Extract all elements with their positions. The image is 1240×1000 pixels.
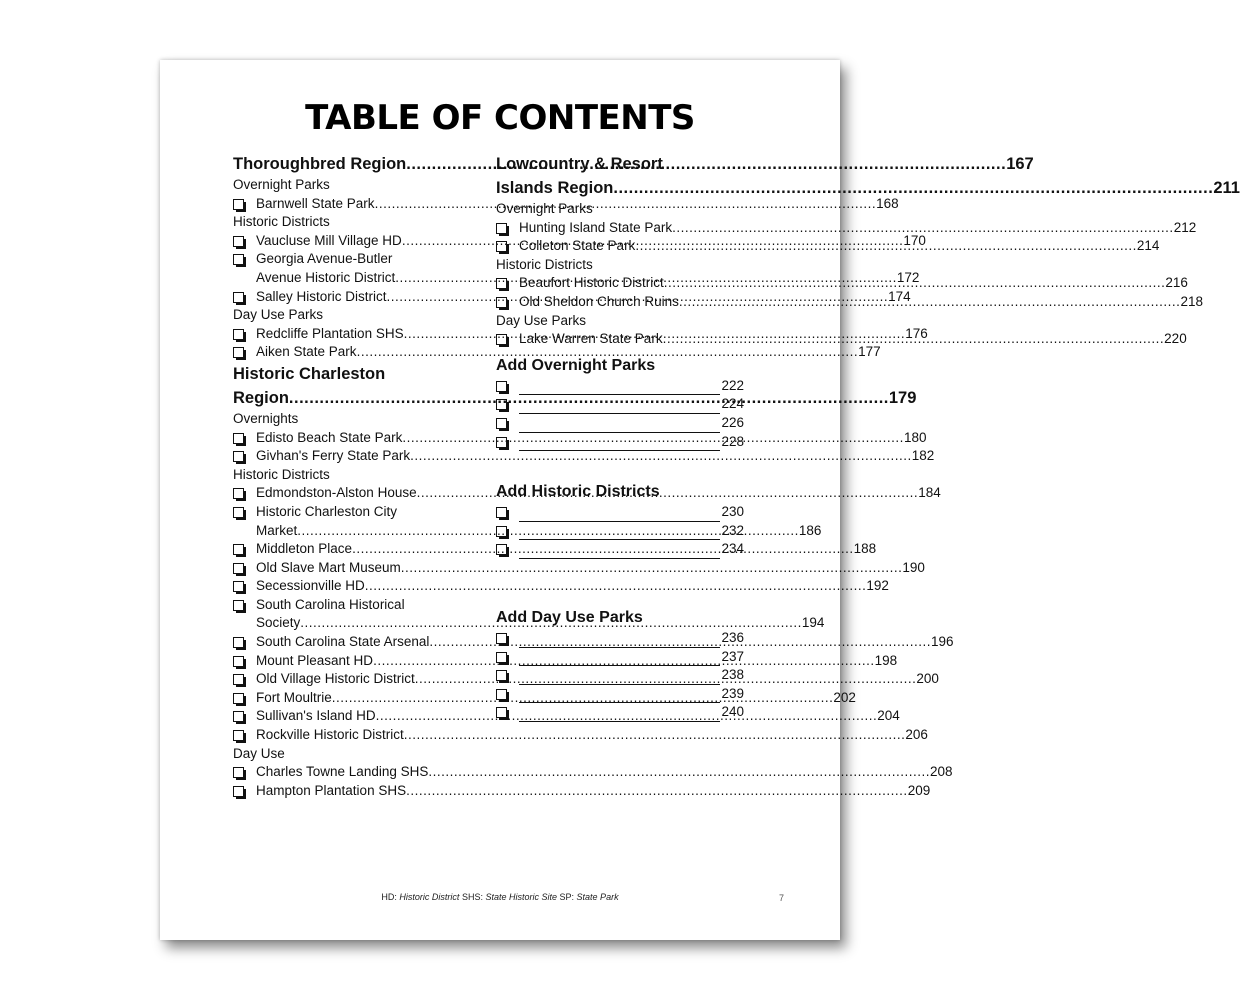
write-in-line[interactable] [519, 671, 720, 685]
checkbox-icon[interactable] [233, 656, 244, 667]
checkbox-icon[interactable] [233, 600, 244, 611]
abbreviation-legend [160, 892, 840, 902]
toc-entry[interactable] [233, 782, 931, 801]
entry-page: 177 [858, 344, 881, 360]
entry-page: 218 [1180, 293, 1203, 309]
entry-page: 224 [721, 396, 744, 412]
entry-page: 238 [721, 667, 744, 683]
entry-label: Georgia Avenue-Butler [256, 251, 393, 267]
entry-label: Old Slave Mart Museum [256, 559, 401, 575]
checkbox-icon[interactable] [233, 236, 244, 247]
entry-label: Givhan's Ferry State Park [256, 448, 411, 464]
checkbox-icon[interactable] [233, 433, 244, 444]
write-in-line[interactable] [519, 437, 720, 451]
blank-entry[interactable] [496, 648, 744, 667]
entry-label-cont: Society [256, 615, 301, 631]
checkbox-icon[interactable] [233, 637, 244, 648]
entry-page: 226 [721, 414, 744, 430]
write-in-line[interactable] [519, 508, 720, 522]
subsection-label: Day Use Parks [233, 307, 324, 323]
checkbox-icon[interactable] [496, 297, 507, 308]
blank-entry[interactable] [496, 377, 744, 396]
subsection-label: Day Use [233, 745, 285, 761]
checkbox-icon[interactable] [496, 633, 507, 644]
entry-label: Colleton State Park [519, 238, 636, 254]
checkbox-icon[interactable] [496, 707, 507, 718]
legend-full: State Park [576, 892, 619, 902]
region-page: 167 [1006, 155, 1034, 173]
checkbox-icon[interactable] [233, 711, 244, 722]
entry-label: Mount Pleasant HD [256, 652, 374, 668]
entry-page: 202 [833, 689, 856, 705]
entry-page: 236 [721, 629, 744, 645]
entry-label: South Carolina Historical [256, 596, 405, 612]
entry-page: 228 [721, 433, 744, 449]
subsection-label: Overnight Parks [233, 177, 330, 192]
entry-page: 186 [798, 522, 822, 538]
entry-page: 240 [721, 704, 744, 720]
entry-label: Barnwell State Park [256, 195, 375, 211]
legend-full: Historic District [399, 892, 460, 902]
entry-page: 182 [911, 448, 935, 464]
entry-page: 184 [918, 485, 941, 501]
subsection-label: Historic Districts [233, 214, 330, 230]
blank-entry[interactable] [496, 433, 744, 452]
entry-label: Rockville Historic District [256, 727, 404, 743]
entry-page: 168 [876, 195, 899, 211]
region-title-cont: Region [233, 388, 289, 407]
entry-label: Edisto Beach State Park [256, 429, 403, 445]
region-page: 211 [1213, 179, 1240, 197]
checkbox-icon[interactable] [496, 670, 507, 681]
checkbox-icon[interactable] [496, 437, 507, 448]
write-in-line[interactable] [519, 545, 720, 559]
entry-label: Historic Charleston City [256, 503, 398, 519]
checkbox-icon[interactable] [233, 488, 244, 499]
entry-page: 216 [1165, 275, 1188, 291]
write-in-line[interactable] [519, 652, 720, 666]
write-in-line[interactable] [519, 634, 720, 648]
entry-label: South Carolina State Arsenal [256, 634, 430, 650]
checkbox-icon[interactable] [233, 254, 244, 265]
subsection-label: Day Use Parks [496, 312, 587, 328]
checkbox-icon[interactable] [233, 730, 244, 741]
add-day-use-heading: Add Day Use Parks [496, 608, 643, 626]
add-historic-heading: Add Historic Districts [496, 483, 660, 501]
entry-page: 174 [888, 288, 911, 304]
entry-page: 172 [896, 269, 920, 285]
region-title: Thoroughbred Region [233, 155, 407, 173]
write-in-line[interactable] [519, 400, 720, 414]
toc-entry[interactable] [496, 219, 1197, 238]
entry-page: 220 [1164, 331, 1187, 347]
checkbox-icon[interactable] [233, 767, 244, 778]
toc-entry[interactable] [233, 726, 928, 745]
checkbox-icon[interactable] [233, 563, 244, 574]
checkbox-icon[interactable] [496, 223, 507, 234]
legend-abbr: HD: [381, 892, 397, 902]
entry-page: 180 [903, 429, 927, 445]
checkbox-icon[interactable] [496, 399, 507, 410]
entry-label: Aiken State Park [256, 344, 357, 360]
blank-entry[interactable] [496, 629, 744, 648]
write-in-line[interactable] [519, 689, 720, 703]
entry-page: 230 [721, 504, 744, 520]
subsection-label: Overnights [233, 410, 299, 426]
checkbox-icon[interactable] [496, 652, 507, 663]
entry-label: Redcliffe Plantation SHS [256, 325, 404, 341]
entry-page: 198 [874, 652, 898, 668]
subsection-label: Historic Districts [496, 256, 593, 272]
region-title: Historic Charleston [233, 364, 386, 383]
entry-label: Old Sheldon Church Ruins [519, 293, 679, 309]
checkbox-icon[interactable] [233, 544, 244, 555]
entry-page: 194 [801, 615, 825, 631]
entry-page: 209 [907, 782, 931, 798]
entry-label: Old Village Historic District [256, 671, 415, 687]
entry-label: Vaucluse Mill Village HD [256, 232, 402, 248]
entry-page: 192 [866, 578, 889, 594]
write-in-line[interactable] [519, 526, 720, 540]
toc-entry[interactable] [233, 447, 935, 466]
entry-page: 200 [916, 671, 939, 687]
entry-page: 170 [903, 232, 926, 248]
entry-label: Lake Warren State Park [519, 331, 663, 347]
entry-page: 208 [929, 764, 953, 780]
legend-full: State Historic Site [485, 892, 557, 902]
toc-entry[interactable] [233, 343, 881, 362]
region-page: 179 [888, 388, 917, 407]
region-title: Lowcountry & Resort [496, 155, 663, 173]
entry-page: 212 [1173, 219, 1197, 235]
entry-page: 190 [902, 559, 925, 575]
entry-label: Middleton Place [256, 541, 353, 557]
write-in-line[interactable] [519, 419, 720, 433]
entry-label-cont: Market [256, 522, 298, 538]
blank-entry[interactable] [496, 522, 744, 541]
blank-entry[interactable] [496, 395, 744, 414]
blank-entry[interactable] [496, 540, 744, 559]
subsection-label: Overnight Parks [496, 201, 593, 216]
blank-entry[interactable] [496, 685, 744, 704]
blank-entry[interactable] [496, 503, 744, 522]
checkbox-icon[interactable] [233, 347, 244, 358]
checkbox-icon[interactable] [496, 526, 507, 537]
checkbox-icon[interactable] [233, 693, 244, 704]
checkbox-icon[interactable] [496, 334, 507, 345]
checkbox-icon[interactable] [496, 418, 507, 429]
blank-entry[interactable] [496, 703, 744, 722]
entry-label: Beaufort Historic District [519, 275, 664, 291]
entry-label-cont: Avenue Historic District [256, 269, 396, 285]
checkbox-icon[interactable] [233, 199, 244, 210]
checkbox-icon[interactable] [496, 381, 507, 392]
entry-page: 188 [853, 541, 877, 557]
write-in-line[interactable] [519, 381, 720, 395]
entry-page: 196 [930, 634, 954, 650]
checkbox-icon[interactable] [496, 544, 507, 555]
entry-label: Sullivan's Island HD [256, 708, 376, 724]
entry-label: Hampton Plantation SHS [256, 782, 407, 798]
entry-label: Salley Historic District [256, 288, 387, 304]
legend-abbr: SHS: [461, 892, 483, 902]
entry-label: Edmondston-Alston House [256, 485, 417, 501]
subsection-label: Historic Districts [233, 466, 330, 482]
toc-entry[interactable] [233, 559, 925, 578]
entry-label: Charles Towne Landing SHS [256, 764, 429, 780]
checkbox-icon[interactable] [233, 292, 244, 303]
checkbox-icon[interactable] [233, 451, 244, 462]
entry-page: 237 [721, 648, 744, 664]
checkbox-icon[interactable] [496, 507, 507, 518]
entry-label: Hunting Island State Park [519, 219, 673, 235]
entry-label: Fort Moultrie [256, 689, 332, 705]
checkbox-icon[interactable] [496, 689, 507, 700]
checkbox-icon[interactable] [233, 507, 244, 518]
entry-page: 176 [905, 325, 928, 341]
page-number: 7 [779, 893, 785, 903]
entry-page: 206 [905, 727, 928, 743]
checkbox-icon[interactable] [496, 241, 507, 252]
blank-entry[interactable] [496, 666, 744, 685]
blank-entry[interactable] [496, 414, 744, 433]
toc-entry[interactable] [233, 763, 953, 782]
checkbox-icon[interactable] [233, 329, 244, 340]
entry-page: 204 [877, 708, 900, 724]
write-in-line[interactable] [519, 708, 720, 722]
region-title-cont: Islands Region [496, 179, 614, 197]
toc-entry[interactable] [233, 577, 889, 596]
checkbox-icon[interactable] [496, 278, 507, 289]
entry-page: 239 [721, 685, 744, 701]
entry-page: 214 [1136, 238, 1160, 254]
checkbox-icon[interactable] [233, 786, 244, 797]
legend-abbr: SP: [559, 892, 575, 902]
checkbox-icon[interactable] [233, 581, 244, 592]
entry-page: 232 [721, 522, 744, 538]
entry-label: Secessionville HD [256, 578, 365, 594]
entry-page: 234 [721, 541, 744, 557]
checkbox-icon[interactable] [233, 674, 244, 685]
page-title: TABLE OF CONTENTS [305, 98, 695, 138]
add-overnight-heading: Add Overnight Parks [496, 356, 656, 374]
entry-page: 222 [721, 377, 744, 393]
